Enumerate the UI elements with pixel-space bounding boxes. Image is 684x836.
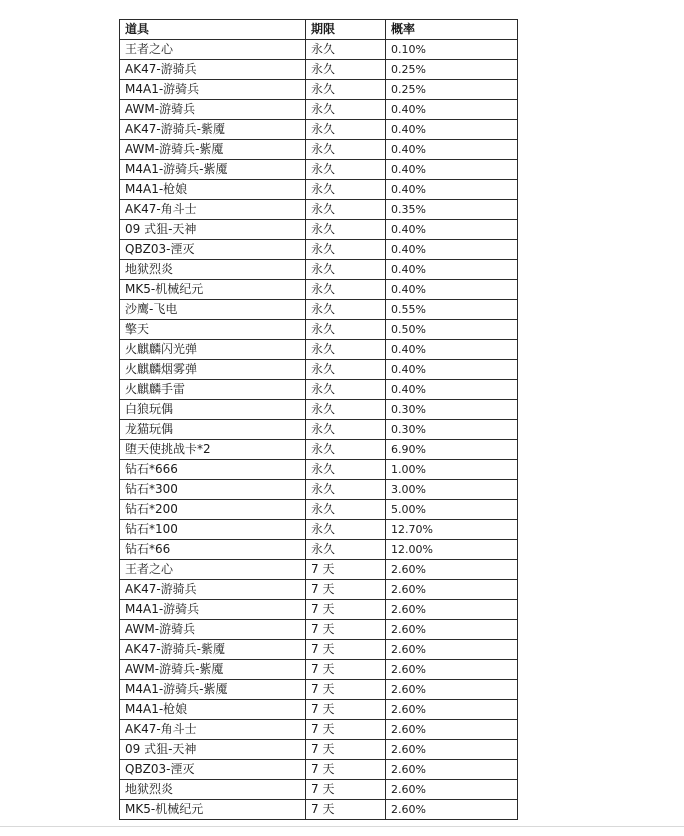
cell-duration: 永久 [306,500,386,520]
cell-probability: 0.10% [386,40,518,60]
table-row [120,420,518,440]
cell-probability: 5.00% [386,500,518,520]
table-row [120,600,518,620]
cell-duration: 7 天 [306,600,386,620]
cell-probability: 2.60% [386,800,518,820]
table-header-row [120,20,518,40]
table-row [120,320,518,340]
cell-duration: 7 天 [306,740,386,760]
cell-probability: 0.40% [386,220,518,240]
cell-probability: 0.40% [386,360,518,380]
cell-probability: 2.60% [386,640,518,660]
document-page [119,19,517,820]
table-row [120,740,518,760]
cell-item: 堕天使挑战卡*2 [120,440,306,460]
cell-probability: 0.40% [386,380,518,400]
table-row [120,780,518,800]
cell-duration: 永久 [306,200,386,220]
cell-item: AK47-角斗士 [120,200,306,220]
cell-item: AWM-游骑兵-紫魇 [120,140,306,160]
cell-probability: 0.40% [386,240,518,260]
cell-probability: 0.50% [386,320,518,340]
table-row [120,540,518,560]
table-row [120,100,518,120]
cell-duration: 永久 [306,520,386,540]
table-row [120,240,518,260]
cell-duration: 永久 [306,460,386,480]
table-row [120,760,518,780]
cell-probability: 0.40% [386,160,518,180]
cell-duration: 7 天 [306,620,386,640]
cell-item: 沙鹰-飞电 [120,300,306,320]
cell-duration: 永久 [306,60,386,80]
cell-item: 火麒麟手雷 [120,380,306,400]
cell-item: 白狼玩偶 [120,400,306,420]
cell-duration: 永久 [306,240,386,260]
cell-probability: 0.40% [386,340,518,360]
cell-item: AK47-游骑兵 [120,60,306,80]
cell-duration: 永久 [306,80,386,100]
cell-duration: 永久 [306,40,386,60]
cell-probability: 3.00% [386,480,518,500]
cell-duration: 永久 [306,140,386,160]
table-row [120,640,518,660]
cell-item: M4A1-枪娘 [120,700,306,720]
cell-probability: 0.40% [386,140,518,160]
cell-duration: 永久 [306,320,386,340]
table-row [120,560,518,580]
cell-item: MK5-机械纪元 [120,280,306,300]
cell-item: 王者之心 [120,40,306,60]
cell-probability: 12.70% [386,520,518,540]
cell-duration: 永久 [306,220,386,240]
cell-duration: 永久 [306,380,386,400]
table-row [120,460,518,480]
cell-item: 09 式狙-天神 [120,220,306,240]
table-row [120,120,518,140]
probability-table [119,19,518,820]
table-row [120,360,518,380]
cell-item: 王者之心 [120,560,306,580]
cell-duration: 永久 [306,420,386,440]
header-probability: 概率 [386,20,518,40]
cell-duration: 7 天 [306,640,386,660]
cell-duration: 永久 [306,360,386,380]
header-duration: 期限 [306,20,386,40]
cell-probability: 0.40% [386,180,518,200]
cell-item: 火麒麟烟雾弹 [120,360,306,380]
table-row [120,140,518,160]
cell-item: 钻石*200 [120,500,306,520]
cell-probability: 0.40% [386,120,518,140]
table-row [120,340,518,360]
cell-duration: 7 天 [306,660,386,680]
cell-duration: 7 天 [306,780,386,800]
cell-probability: 2.60% [386,600,518,620]
cell-item: AK47-游骑兵 [120,580,306,600]
cell-probability: 2.60% [386,620,518,640]
cell-duration: 7 天 [306,720,386,740]
table-row [120,680,518,700]
cell-item: 09 式狙-天神 [120,740,306,760]
cell-probability: 0.40% [386,260,518,280]
cell-item: M4A1-枪娘 [120,180,306,200]
cell-probability: 0.30% [386,420,518,440]
cell-item: MK5-机械纪元 [120,800,306,820]
cell-probability: 2.60% [386,560,518,580]
cell-probability: 0.40% [386,100,518,120]
cell-item: 钻石*100 [120,520,306,540]
cell-duration: 7 天 [306,700,386,720]
cell-item: 钻石*666 [120,460,306,480]
cell-item: 地狱烈炎 [120,260,306,280]
table-row [120,620,518,640]
table-row [120,400,518,420]
table-row [120,580,518,600]
table-row [120,280,518,300]
cell-item: AWM-游骑兵 [120,620,306,640]
cell-probability: 2.60% [386,580,518,600]
table-row [120,720,518,740]
cell-probability: 6.90% [386,440,518,460]
cell-probability: 2.60% [386,740,518,760]
table-row [120,260,518,280]
cell-duration: 永久 [306,340,386,360]
cell-duration: 永久 [306,120,386,140]
cell-probability: 0.25% [386,60,518,80]
cell-duration: 7 天 [306,800,386,820]
table-row [120,180,518,200]
cell-probability: 0.25% [386,80,518,100]
cell-item: AK47-游骑兵-紫魇 [120,120,306,140]
cell-item: QBZ03-湮灭 [120,240,306,260]
table-row [120,300,518,320]
cell-duration: 永久 [306,260,386,280]
cell-duration: 7 天 [306,760,386,780]
table-row [120,60,518,80]
cell-duration: 7 天 [306,580,386,600]
table-row [120,800,518,820]
table-row [120,40,518,60]
table-row [120,220,518,240]
cell-item: AK47-角斗士 [120,720,306,740]
cell-item: 地狱烈炎 [120,780,306,800]
table-row [120,700,518,720]
cell-duration: 永久 [306,100,386,120]
table-row [120,440,518,460]
table-row [120,520,518,540]
cell-item: AWM-游骑兵 [120,100,306,120]
cell-item: 擎天 [120,320,306,340]
table-body [120,40,518,820]
cell-probability: 2.60% [386,700,518,720]
cell-duration: 永久 [306,480,386,500]
cell-probability: 0.55% [386,300,518,320]
table-row [120,80,518,100]
cell-item: QBZ03-湮灭 [120,760,306,780]
cell-item: M4A1-游骑兵 [120,80,306,100]
cell-duration: 永久 [306,180,386,200]
cell-duration: 永久 [306,280,386,300]
cell-duration: 永久 [306,540,386,560]
cell-probability: 0.35% [386,200,518,220]
cell-item: 龙猫玩偶 [120,420,306,440]
cell-duration: 永久 [306,160,386,180]
table-row [120,200,518,220]
cell-probability: 2.60% [386,660,518,680]
cell-duration: 永久 [306,300,386,320]
cell-duration: 永久 [306,440,386,460]
table-row [120,480,518,500]
cell-duration: 永久 [306,400,386,420]
cell-item: 钻石*66 [120,540,306,560]
cell-item: M4A1-游骑兵-紫魇 [120,680,306,700]
header-item: 道具 [120,20,306,40]
cell-probability: 2.60% [386,680,518,700]
cell-probability: 0.40% [386,280,518,300]
cell-item: M4A1-游骑兵-紫魇 [120,160,306,180]
table-row [120,160,518,180]
cell-probability: 1.00% [386,460,518,480]
cell-duration: 7 天 [306,560,386,580]
table-row [120,660,518,680]
cell-item: AWM-游骑兵-紫魇 [120,660,306,680]
cell-duration: 7 天 [306,680,386,700]
cell-item: AK47-游骑兵-紫魇 [120,640,306,660]
table-row [120,500,518,520]
cell-probability: 2.60% [386,720,518,740]
cell-probability: 12.00% [386,540,518,560]
cell-item: M4A1-游骑兵 [120,600,306,620]
cell-probability: 2.60% [386,780,518,800]
cell-item: 钻石*300 [120,480,306,500]
cell-probability: 0.30% [386,400,518,420]
page-bottom-divider [0,826,684,827]
table-row [120,380,518,400]
cell-probability: 2.60% [386,760,518,780]
cell-item: 火麒麟闪光弹 [120,340,306,360]
